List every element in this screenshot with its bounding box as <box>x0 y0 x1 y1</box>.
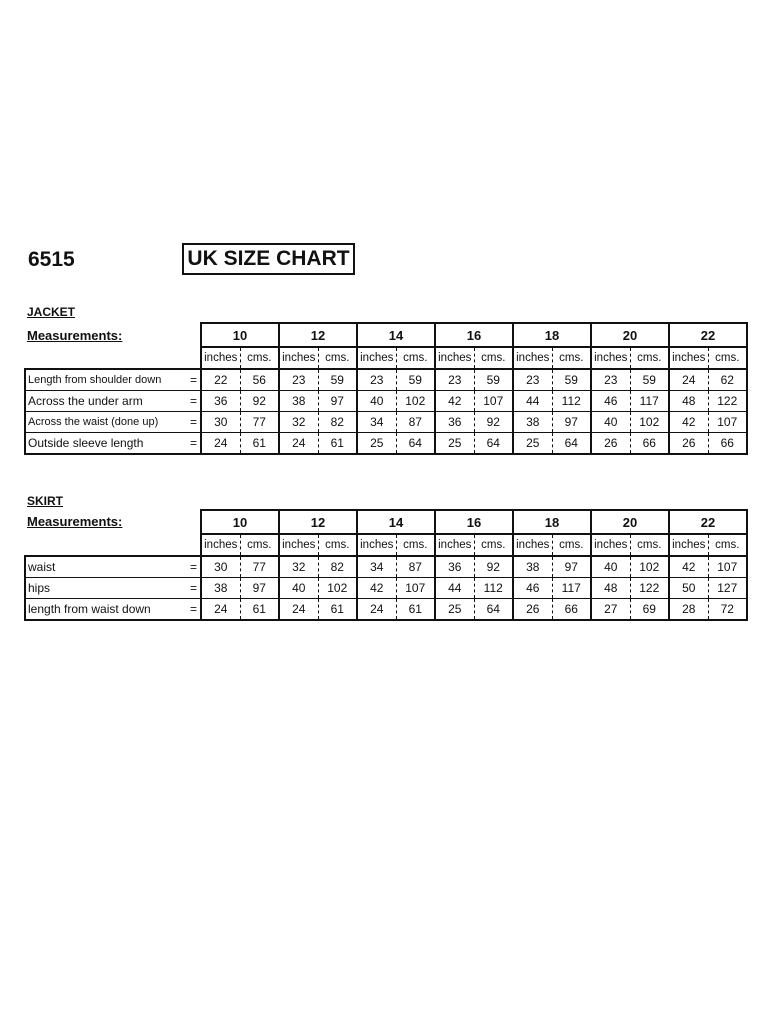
size-header-20: 20 <box>591 510 669 534</box>
unit-inches: inches <box>357 347 396 369</box>
equals-sign: = <box>183 599 201 621</box>
measurement-label: Across the under arm <box>25 391 183 412</box>
value-inches: 44 <box>435 578 474 599</box>
value-inches: 23 <box>435 369 474 391</box>
value-cms: 92 <box>240 391 279 412</box>
value-cms: 59 <box>630 369 669 391</box>
value-cms: 112 <box>474 578 513 599</box>
size-header-20: 20 <box>591 323 669 347</box>
size-header-22: 22 <box>669 510 747 534</box>
value-cms: 59 <box>396 369 435 391</box>
value-inches: 24 <box>669 369 708 391</box>
value-cms: 107 <box>396 578 435 599</box>
value-cms: 107 <box>708 556 747 578</box>
unit-cms: cms. <box>318 347 357 369</box>
value-cms: 59 <box>474 369 513 391</box>
unit-inches: inches <box>669 534 708 556</box>
value-cms: 77 <box>240 556 279 578</box>
unit-inches: inches <box>513 534 552 556</box>
value-inches: 28 <box>669 599 708 621</box>
value-inches: 34 <box>357 412 396 433</box>
value-cms: 64 <box>552 433 591 455</box>
table-row <box>25 412 747 433</box>
value-inches: 46 <box>591 391 630 412</box>
value-cms: 102 <box>630 412 669 433</box>
jacket-section-label: JACKET <box>27 305 76 319</box>
measurement-label: Across the waist (done up) <box>25 412 183 433</box>
value-inches: 24 <box>201 599 240 621</box>
value-inches: 40 <box>357 391 396 412</box>
value-cms: 66 <box>708 433 747 455</box>
value-cms: 61 <box>318 599 357 621</box>
unit-cms: cms. <box>396 347 435 369</box>
value-cms: 61 <box>396 599 435 621</box>
value-inches: 34 <box>357 556 396 578</box>
value-inches: 38 <box>513 556 552 578</box>
measurement-label: hips <box>25 578 183 599</box>
value-inches: 38 <box>513 412 552 433</box>
size-header-14: 14 <box>357 323 435 347</box>
value-cms: 122 <box>630 578 669 599</box>
style-code: 6515 <box>28 248 75 271</box>
value-inches: 46 <box>513 578 552 599</box>
value-cms: 117 <box>630 391 669 412</box>
value-cms: 82 <box>318 412 357 433</box>
value-cms: 107 <box>708 412 747 433</box>
table-row <box>25 578 747 599</box>
value-inches: 40 <box>279 578 318 599</box>
value-inches: 30 <box>201 412 240 433</box>
value-inches: 26 <box>591 433 630 455</box>
unit-cms: cms. <box>396 534 435 556</box>
value-inches: 36 <box>435 412 474 433</box>
unit-cms: cms. <box>552 534 591 556</box>
value-cms: 97 <box>552 412 591 433</box>
value-inches: 32 <box>279 412 318 433</box>
size-header-14: 14 <box>357 510 435 534</box>
size-header-12: 12 <box>279 510 357 534</box>
equals-sign: = <box>183 556 201 578</box>
value-cms: 62 <box>708 369 747 391</box>
unit-inches: inches <box>279 534 318 556</box>
value-cms: 107 <box>474 391 513 412</box>
unit-cms: cms. <box>630 534 669 556</box>
unit-inches: inches <box>591 347 630 369</box>
measurement-label: Outside sleeve length <box>25 433 183 455</box>
unit-cms: cms. <box>318 534 357 556</box>
value-inches: 25 <box>357 433 396 455</box>
unit-cms: cms. <box>240 347 279 369</box>
value-cms: 87 <box>396 556 435 578</box>
jacket-size-table <box>24 322 748 455</box>
equals-sign: = <box>183 412 201 433</box>
value-inches: 25 <box>435 599 474 621</box>
value-inches: 38 <box>279 391 318 412</box>
equals-sign: = <box>183 391 201 412</box>
value-cms: 66 <box>630 433 669 455</box>
skirt-measurements-label: Measurements: <box>27 514 123 529</box>
value-inches: 38 <box>201 578 240 599</box>
value-inches: 26 <box>669 433 708 455</box>
measurement-label: Length from shoulder down <box>25 369 183 391</box>
value-cms: 127 <box>708 578 747 599</box>
table-row <box>25 433 747 455</box>
value-cms: 61 <box>240 433 279 455</box>
value-cms: 61 <box>318 433 357 455</box>
table-row <box>25 599 747 621</box>
value-inches: 32 <box>279 556 318 578</box>
equals-sign: = <box>183 578 201 599</box>
value-cms: 92 <box>474 412 513 433</box>
value-cms: 64 <box>474 599 513 621</box>
measurement-label: waist <box>25 556 183 578</box>
value-inches: 25 <box>513 433 552 455</box>
unit-inches: inches <box>201 534 240 556</box>
table-row <box>25 391 747 412</box>
value-inches: 40 <box>591 556 630 578</box>
value-inches: 44 <box>513 391 552 412</box>
value-inches: 36 <box>435 556 474 578</box>
value-cms: 117 <box>552 578 591 599</box>
unit-cms: cms. <box>474 534 513 556</box>
value-inches: 42 <box>669 412 708 433</box>
value-inches: 22 <box>201 369 240 391</box>
value-cms: 92 <box>474 556 513 578</box>
unit-cms: cms. <box>708 347 747 369</box>
value-cms: 56 <box>240 369 279 391</box>
value-cms: 66 <box>552 599 591 621</box>
measurement-label: length from waist down <box>25 599 183 621</box>
value-cms: 102 <box>630 556 669 578</box>
value-inches: 42 <box>435 391 474 412</box>
jacket-measurements-label: Measurements: <box>27 328 123 343</box>
value-inches: 42 <box>669 556 708 578</box>
size-header-12: 12 <box>279 323 357 347</box>
value-cms: 72 <box>708 599 747 621</box>
chart-title: UK SIZE CHART <box>182 243 355 275</box>
value-cms: 61 <box>240 599 279 621</box>
value-inches: 36 <box>201 391 240 412</box>
unit-inches: inches <box>357 534 396 556</box>
size-header-16: 16 <box>435 510 513 534</box>
unit-inches: inches <box>513 347 552 369</box>
unit-inches: inches <box>279 347 318 369</box>
value-cms: 97 <box>240 578 279 599</box>
value-inches: 50 <box>669 578 708 599</box>
value-cms: 64 <box>474 433 513 455</box>
unit-cms: cms. <box>708 534 747 556</box>
size-header-10: 10 <box>201 510 279 534</box>
value-cms: 102 <box>396 391 435 412</box>
value-inches: 42 <box>357 578 396 599</box>
size-header-10: 10 <box>201 323 279 347</box>
equals-sign: = <box>183 433 201 455</box>
value-inches: 24 <box>357 599 396 621</box>
value-inches: 24 <box>279 599 318 621</box>
value-inches: 26 <box>513 599 552 621</box>
value-inches: 48 <box>591 578 630 599</box>
value-inches: 30 <box>201 556 240 578</box>
unit-cms: cms. <box>552 347 591 369</box>
skirt-section-label: SKIRT <box>27 494 63 508</box>
unit-inches: inches <box>591 534 630 556</box>
value-cms: 122 <box>708 391 747 412</box>
value-cms: 97 <box>552 556 591 578</box>
value-inches: 23 <box>279 369 318 391</box>
value-cms: 59 <box>552 369 591 391</box>
value-inches: 24 <box>201 433 240 455</box>
size-header-16: 16 <box>435 323 513 347</box>
skirt-size-table <box>24 509 748 621</box>
table-row <box>25 556 747 578</box>
value-cms: 87 <box>396 412 435 433</box>
value-inches: 24 <box>279 433 318 455</box>
value-inches: 23 <box>591 369 630 391</box>
size-header-18: 18 <box>513 323 591 347</box>
value-inches: 40 <box>591 412 630 433</box>
value-cms: 97 <box>318 391 357 412</box>
size-header-18: 18 <box>513 510 591 534</box>
value-cms: 59 <box>318 369 357 391</box>
table-row <box>25 369 747 391</box>
value-inches: 48 <box>669 391 708 412</box>
value-inches: 23 <box>357 369 396 391</box>
value-cms: 64 <box>396 433 435 455</box>
value-inches: 23 <box>513 369 552 391</box>
value-cms: 77 <box>240 412 279 433</box>
unit-inches: inches <box>435 347 474 369</box>
value-cms: 102 <box>318 578 357 599</box>
unit-cms: cms. <box>630 347 669 369</box>
value-cms: 82 <box>318 556 357 578</box>
value-inches: 27 <box>591 599 630 621</box>
unit-inches: inches <box>201 347 240 369</box>
value-inches: 25 <box>435 433 474 455</box>
size-header-22: 22 <box>669 323 747 347</box>
value-cms: 69 <box>630 599 669 621</box>
value-cms: 112 <box>552 391 591 412</box>
unit-inches: inches <box>435 534 474 556</box>
unit-cms: cms. <box>474 347 513 369</box>
unit-inches: inches <box>669 347 708 369</box>
equals-sign: = <box>183 369 201 391</box>
unit-cms: cms. <box>240 534 279 556</box>
